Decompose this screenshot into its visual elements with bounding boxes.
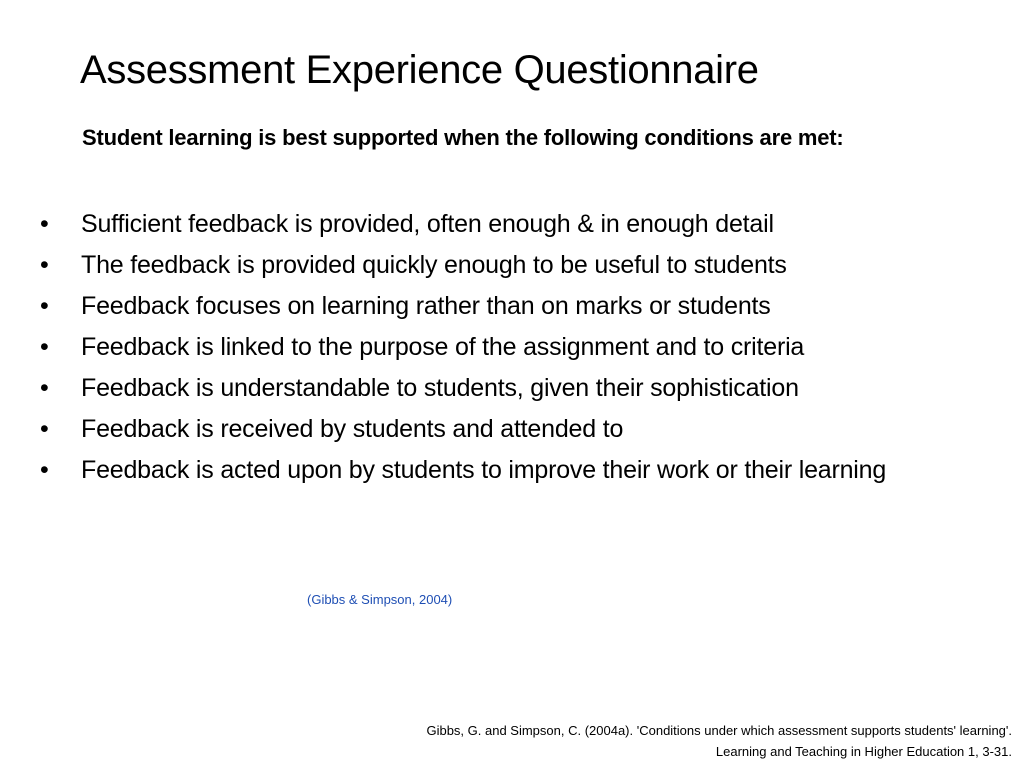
list-item [0,331,1024,364]
list-item [0,249,1024,282]
list-item-text: Feedback is received by students and attended to [81,415,624,443]
slide-subtitle: Student learning is best supported when the following conditions are met: [82,125,844,150]
reference-footnote [252,720,1012,762]
conditions-list [0,208,1024,495]
bullet-icon: • [40,292,49,320]
list-item-text: Feedback is acted upon by students to improve their work or their learning [81,456,887,484]
bullet-icon: • [40,415,49,443]
bullet-icon: • [40,251,49,279]
list-item [0,413,1024,446]
bullet-icon: • [40,333,49,361]
slide-title: Assessment Experience Questionnaire [80,48,759,92]
bullet-icon: • [40,210,49,238]
list-item-text: Feedback focuses on learning rather than on marks or students [81,292,771,320]
list-item [0,290,1024,323]
list-item [0,454,1024,487]
bullet-icon: • [40,456,49,484]
bullet-icon: • [40,374,49,402]
citation: (Gibbs & Simpson, 2004) [307,592,453,607]
reference-line: Gibbs, G. and Simpson, C. (2004a). 'Conditions under which assessment supports students' learning'. [426,723,1012,738]
list-item-text: Sufficient feedback is provided, often enough & in enough detail [81,210,774,238]
list-item-text: Feedback is linked to the purpose of the assignment and to criteria [81,333,805,361]
list-item-text: Feedback is understandable to students, given their sophistication [81,374,799,402]
list-item [0,208,1024,241]
reference-line: Learning and Teaching in Higher Education 1, 3-31. [715,744,1012,759]
list-item [0,372,1024,405]
list-item-text: The feedback is provided quickly enough to be useful to students [81,251,787,279]
